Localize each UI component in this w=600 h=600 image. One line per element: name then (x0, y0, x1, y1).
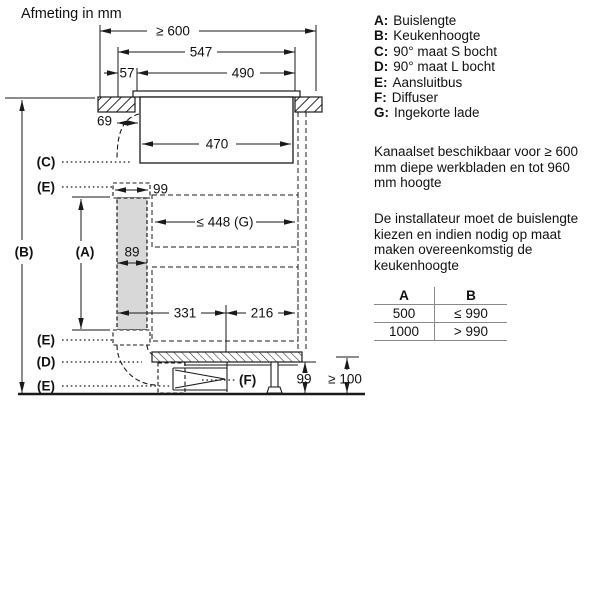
legend-item-a (374, 13, 594, 28)
label-a: (A) (75, 244, 95, 260)
note-installateur: De installateur moet de buislengte kiezen en indien nodig op maat maken overeenkomstig de keukenhoogte (374, 211, 579, 273)
dim-a-arrow (72, 197, 110, 330)
legend-item-g (374, 105, 594, 120)
legend-text: Keukenhoogte (393, 28, 481, 44)
table-cell: 500 (374, 305, 435, 323)
legend-text: 90° maat S bocht (393, 43, 497, 59)
legend-item-e (374, 75, 594, 90)
legend-key: A: (374, 13, 389, 28)
legend-text: 90° maat L bocht (393, 59, 495, 75)
hob-body (140, 97, 293, 163)
table-header-b: B (435, 287, 508, 305)
legend-item-b (374, 28, 594, 43)
duct (117, 198, 147, 330)
dim-clearance: ≥ 100 (328, 371, 362, 387)
legend-item-f (374, 90, 594, 105)
note-kanaalset: Kanaalset beschikbaar voor ≥ 600 mm diepe werkbladen en tot 960 mm hoogte (374, 144, 579, 191)
dim-dist-right: 216 (250, 305, 274, 321)
label-b: (B) (14, 244, 34, 260)
legend-key: G: (374, 105, 389, 121)
legend-key: E: (374, 74, 388, 90)
legend-text: Diffuser (391, 90, 439, 106)
label-e1: (E) (37, 179, 55, 195)
dim-drawer-width: ≤ 448 (G) (196, 214, 254, 230)
table-cell: ≤ 990 (435, 305, 508, 323)
dim-width-total: 547 (189, 44, 213, 60)
dim-offset-left: 57 (119, 65, 135, 81)
legend-key: C: (374, 43, 389, 59)
legend-item-c (374, 44, 594, 59)
dim-duct-width: 89 (124, 244, 140, 260)
dim-depth: ≥ 600 (156, 23, 190, 39)
legend-text: Aansluitbus (392, 74, 463, 90)
label-f: (F) (239, 372, 257, 388)
table-row (374, 323, 507, 341)
cabinet-box (152, 267, 298, 341)
spec-table (374, 287, 507, 341)
legend-key: B: (374, 28, 389, 44)
table-cell: > 990 (435, 323, 508, 341)
cabinet-bottom-panel (152, 352, 302, 362)
legend-key: F: (374, 90, 387, 106)
dim-plinth-height: 99 (296, 371, 312, 387)
s-bend-curve (117, 114, 139, 160)
worktop-right (295, 97, 322, 112)
label-c: (C) (36, 154, 56, 170)
table-cell: 1000 (374, 323, 435, 341)
dim-offset-duct: 69 (96, 113, 112, 129)
dim-dist-left: 331 (173, 305, 197, 321)
top-extension-lines (100, 25, 316, 97)
dim-width-cutout: 490 (231, 65, 255, 81)
connector-bottom (113, 330, 150, 345)
worktop-left (98, 97, 135, 112)
label-d: (D) (36, 354, 56, 370)
dim-body-width: 470 (205, 136, 229, 152)
legend-item-d (374, 59, 594, 74)
elbow-outer-arc (117, 345, 157, 385)
dim-connector-width: 99 (153, 181, 169, 197)
label-e2: (E) (37, 332, 55, 348)
installation-diagram (0, 0, 375, 430)
page-title: Afmeting in mm (21, 6, 122, 22)
legend-text: Buislengte (393, 13, 457, 28)
legend-key: D: (374, 59, 389, 75)
rear-panel-dashed (298, 112, 306, 355)
cabinet-foot (267, 362, 282, 393)
hob-glass (133, 91, 300, 97)
table-header-row (374, 287, 507, 305)
legend-text: Ingekorte lade (394, 105, 480, 121)
table-row (374, 305, 507, 323)
table-header-a: A (374, 287, 435, 305)
diffuser (173, 362, 227, 392)
spec-table-wrap (374, 287, 594, 341)
legend (374, 13, 594, 121)
label-e3: (E) (37, 378, 55, 394)
